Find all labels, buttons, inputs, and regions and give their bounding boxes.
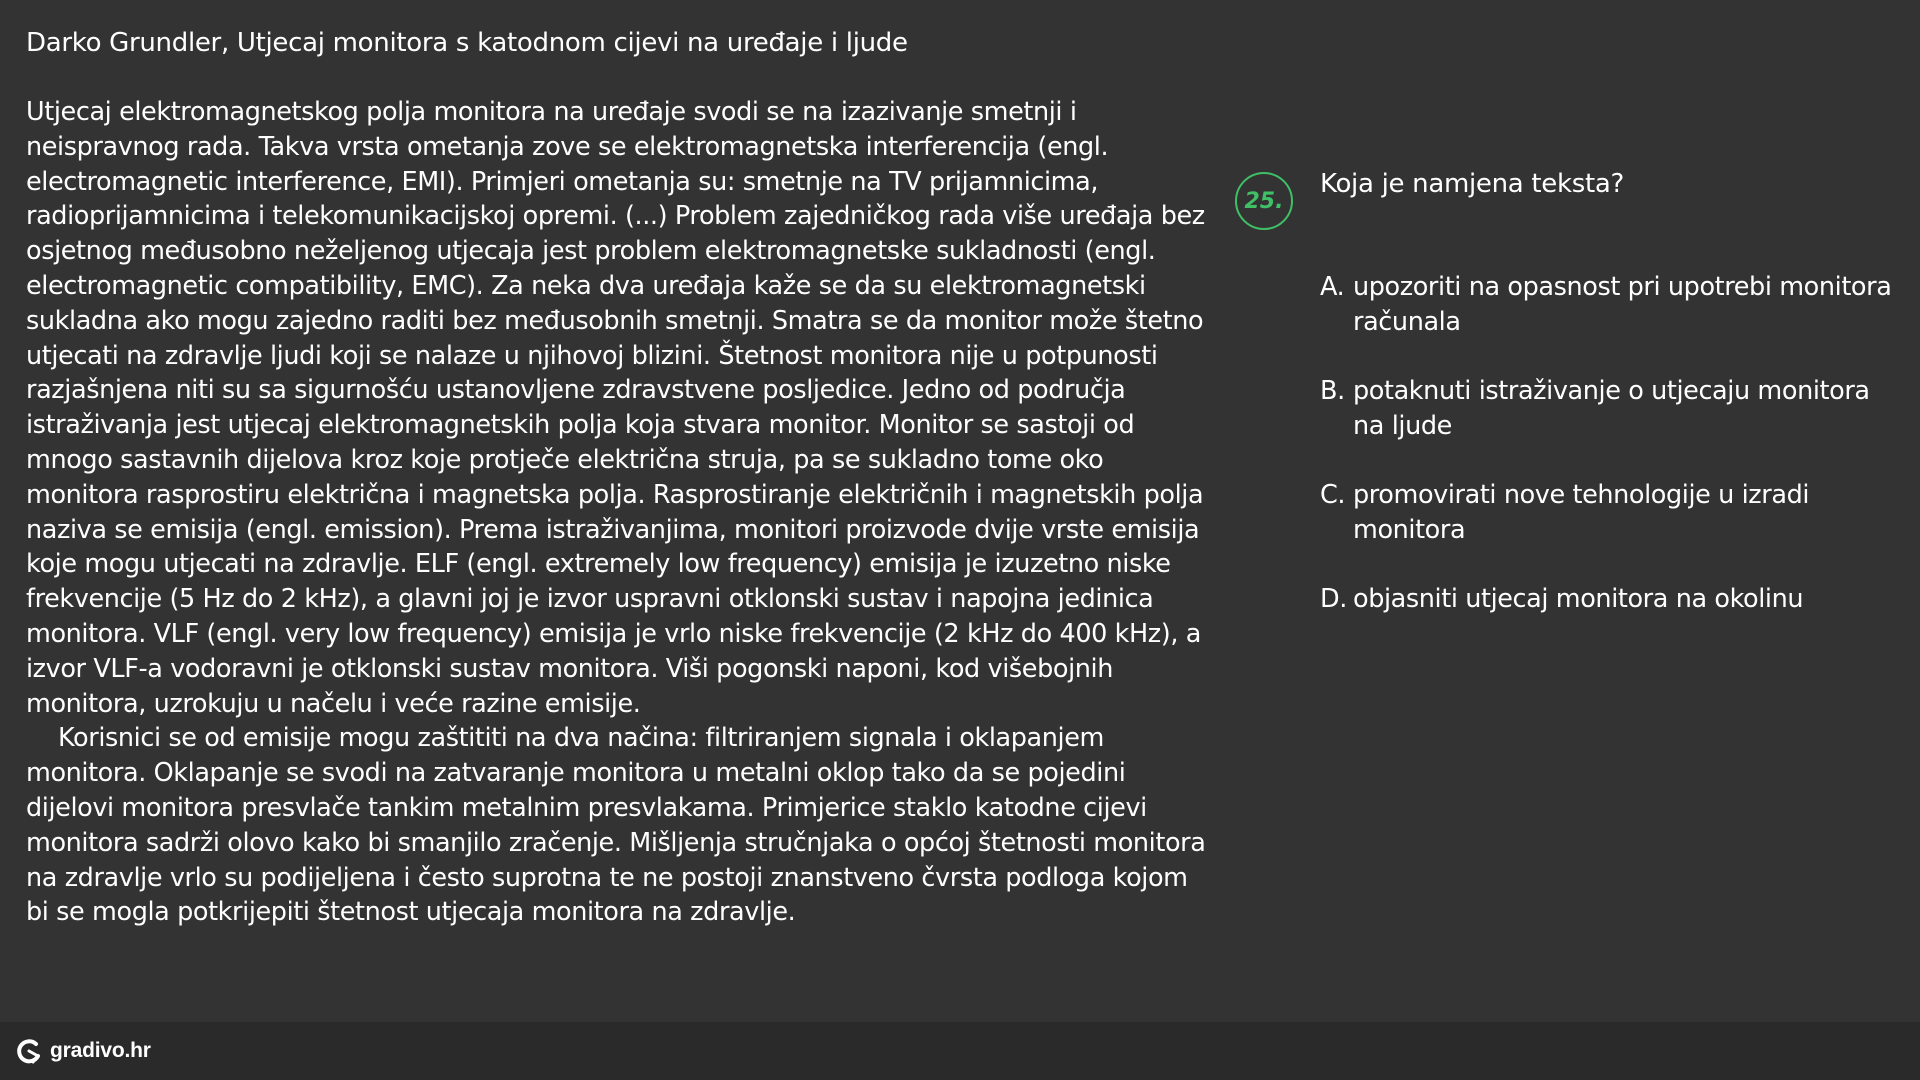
answer-option-c[interactable] [1320, 478, 1900, 548]
question-number-badge: 25. [1235, 172, 1293, 230]
passage-paragraph: Korisnici se od emisije mogu zaštititi na dva načina: filtriranjem signala i oklapanjem monitora. Oklapanje se svodi na zatvaranje monitora u metalni oklop tako da se pojedini dijelovi monitora presvlače tankim metalnim presvlakama. Primjerice staklo katodne cijevi monitora sadrži olovo kako bi smanjilo zračenje. Mišljenja stručnjaka o općoj štetnosti monitora na zdravlje vrlo su podijeljena i često suprotna te ne postoji znanstveno čvrsta podloga kojom bi se mogla potkrijepiti štetnost utjecaja monitora na zdravlje. [26, 723, 1206, 928]
source-title: Darko Grundler, Utjecaj monitora s katodnom cijevi na uređaje i ljude [26, 28, 908, 58]
answer-letter: C. [1320, 480, 1346, 510]
answer-letter: A. [1320, 272, 1345, 302]
question-text: Koja je namjena teksta? [1320, 169, 1625, 199]
answer-text: upozoriti na opasnost pri upotrebi monitora računala [1353, 272, 1892, 337]
answer-text: objasniti utjecaj monitora na okolinu [1353, 584, 1804, 614]
answer-letter: D. [1320, 584, 1347, 614]
answer-list [1320, 270, 1900, 617]
answer-option-a[interactable] [1320, 270, 1900, 340]
answer-letter: B. [1320, 376, 1345, 406]
footer-bar [0, 1022, 1920, 1080]
answer-text: potaknuti istraživanje o utjecaju monitora na ljude [1353, 376, 1870, 441]
brand-name[interactable]: gradivo.hr [50, 1039, 151, 1062]
answer-option-b[interactable] [1320, 374, 1900, 444]
gradivo-logo-icon[interactable] [14, 1036, 44, 1066]
answer-text: promovirati nove tehnologije u izradi monitora [1353, 480, 1810, 545]
answer-option-d[interactable] [1320, 582, 1900, 617]
passage-text [26, 95, 1216, 930]
passage-paragraph: Utjecaj elektromagnetskog polja monitora na uređaje svodi se na izazivanje smetnji i neispravnog rada. Takva vrsta ometanja zove se elektromagnetska interferencija (engl. electromagnetic interference, EMI). Primjeri ometanja su: smetnje na TV prijamnicima, radioprijamnicima i telekomunikacijskoj opremi. (...) Problem zajedničkog rada više uređaja bez osjetnog međusobno neželjenog utjecaja jest problem elektromagnetske sukladnosti (engl. electromagnetic compatibility, EMC). Za neka dva uređaja kaže se da su elektromagnetski sukladna ako mogu zajedno raditi bez međusobnih smetnji. Smatra se da monitor može štetno utjecati na zdravlje ljudi koji se nalaze u njihovoj blizini. Štetnost monitora nije u potpunosti razjašnjena niti su sa sigurnošću ustanovljene zdravstvene posljedice. Jedno od područja istraživanja jest utjecaj elektromagnetskih polja koja stvara monitor. Monitor se sastoji od mnogo sastavnih dijelova kroz koje protječe električna struja, pa se sukladno tome oko monitora rasprostiru električna i magnetska polja. Rasprostiranje električnih i magnetskih polja naziva se emisija (engl. emission). Prema istraživanjima, monitori proizvode dvije vrste emisija koje mogu utjecati na zdravlje. ELF (engl. extremely low frequency) emisija je izuzetno niske frekvencije (5 Hz do 2 kHz), a glavni joj je izvor uspravni otklonski sustav i napojna jedinica monitora. VLF (engl. very low frequency) emisija je vrlo niske frekvencije (2 kHz do 400 kHz), a izvor VLF-a vodoravni je otklonski sustav monitora. Viši pogonski naponi, kod višebojnih monitora, uzrokuju u načelu i veće razine emisije. [26, 97, 1205, 719]
